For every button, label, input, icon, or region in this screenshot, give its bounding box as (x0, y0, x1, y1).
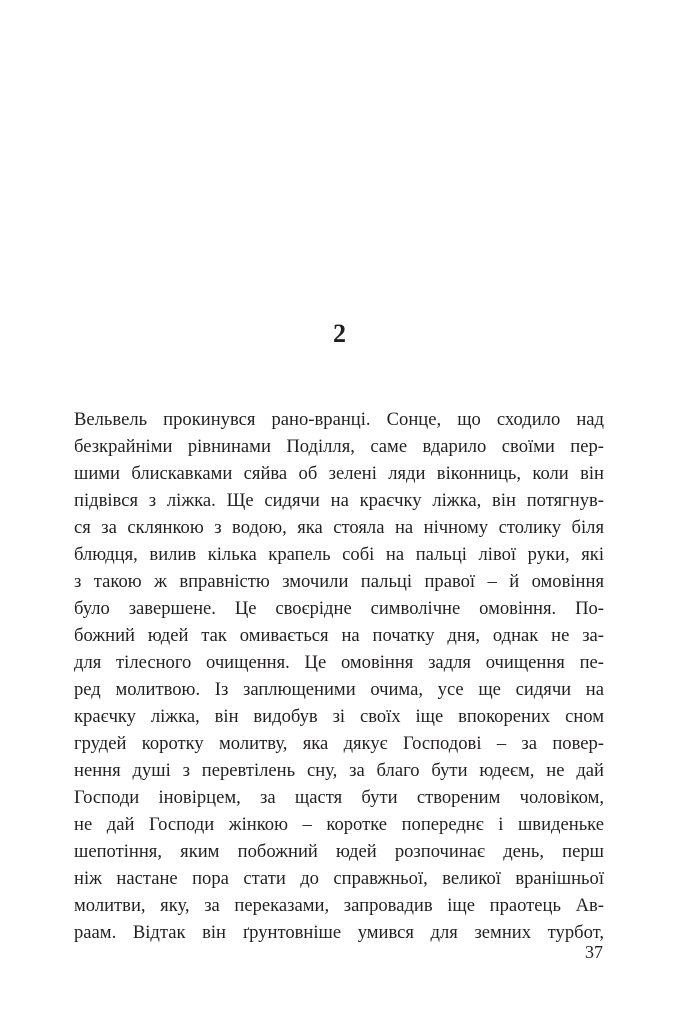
text-line: Вельвель прокинувся рано-вранці. Сонце, що сходило над (74, 409, 604, 430)
text-line: не дай Господи жінкою – коротке попереднє і швиденьке (74, 814, 604, 835)
text-line: ся за склянкою з водою, яка стояла на нічному столику біля (74, 517, 604, 538)
text-line: безкрайніми рівнинами Поділля, саме вдарило своїми пер- (74, 436, 604, 457)
text-line: Господи іновірцем, за щастя бути створеним чоловіком, (74, 787, 604, 808)
text-line: блюдця, вилив кілька крапель собі на пальці лівої руки, які (74, 544, 604, 565)
text-line: грудей коротку молитву, яка дякує Господові – за повер- (74, 733, 604, 754)
text-line: для тілесного очищення. Це омовіння задля очищення пе- (74, 652, 604, 673)
text-line: шими блискавками сяйва об зелені ляди віконниць, коли він (74, 463, 604, 484)
body-text (74, 406, 604, 946)
text-line: нення душі з перевтілень сну, за благо бути юдеєм, не дай (74, 760, 604, 781)
text-line: з такою ж вправністю змочили пальці правої – й омовіння (74, 571, 604, 592)
text-line: шепотіння, яким побожний юдей розпочинає день, перш (74, 841, 604, 862)
text-line: краєчку ліжка, він видобув зі своїх іще впокорених сном (74, 706, 604, 727)
page-number: 37 (585, 942, 603, 962)
text-line: було завершене. Це своєрідне символічне омовіння. По- (74, 598, 604, 619)
text-line: ред молитвою. Із заплющеними очима, усе ще сидячи на (74, 679, 604, 700)
text-line: ніж настане пора стати до справжньої, великої вранішньої (74, 868, 604, 889)
text-line: божний юдей так омивається на початку дня, однак не за- (74, 625, 604, 646)
text-line: молитви, яку, за переказами, запровадив іще праотець Ав- (74, 895, 604, 916)
text-line: підвівся з ліжка. Ще сидячи на краєчку ліжка, він потягнув- (74, 490, 604, 511)
text-line: раам. Відтак він ґрунтовніше умився для земних турбот, (74, 922, 604, 943)
chapter-number: 2 (333, 319, 346, 348)
